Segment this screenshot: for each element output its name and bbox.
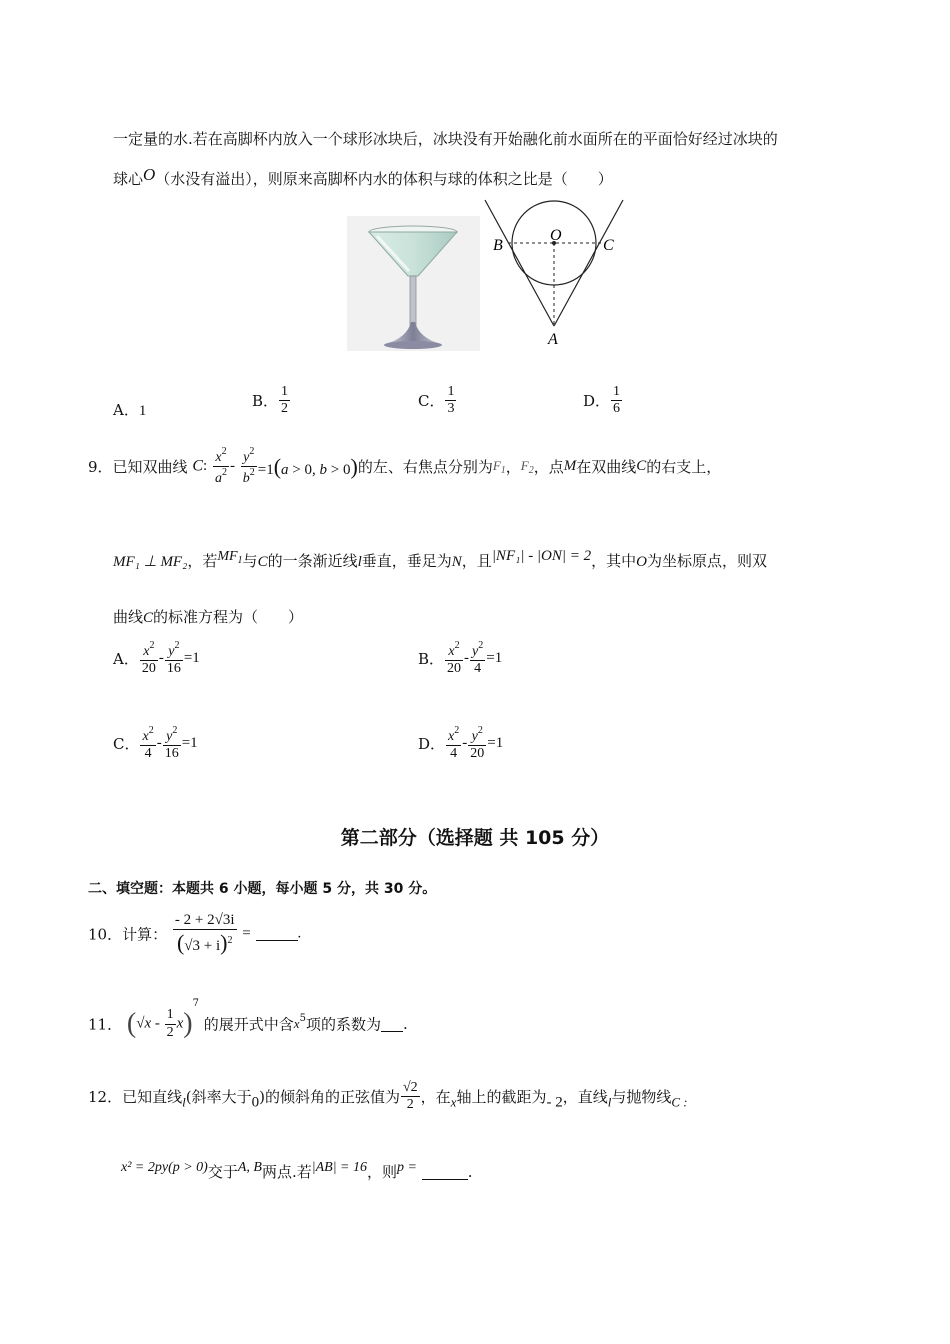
q12-line2: x² = 2py(p > 0)交于A, B两点.若|AB| = 16，则p = . xyxy=(121,1160,473,1181)
cone-sphere-diagram xyxy=(482,196,632,346)
q8-line2: 球心O（水没有溢出），则原来高脚杯内水的体积与球的体积之比是（ ） xyxy=(113,165,613,188)
center-symbol: O xyxy=(143,165,156,184)
q10-answer-blank[interactable] xyxy=(256,926,298,941)
q9-option-d[interactable]: D． $\frac{x^2}{4}$ - $\frac{y^2}{20}$ =1 xyxy=(418,725,504,762)
q9-option-c[interactable]: C． $\frac{x^2}{4}$ - $\frac{y^2}{16}$ =1 xyxy=(113,725,198,762)
q10-fraction: $\frac{- 2 + 2√3i}{(√3 + i)^2}$ xyxy=(174,912,235,956)
goblet-icon xyxy=(347,216,480,351)
part2-instructions: 二、填空题：本题共 6 小题，每小题 5 分，共 30 分。 xyxy=(88,881,437,897)
q9-line2: MF₁ ⊥ MF₂，若$MF_1$与C的一条渐近线l垂直，垂足为N，且|NF₁| - |ON| = 2，其中O为坐标原点，则双 xyxy=(113,548,768,570)
q11-answer-blank[interactable] xyxy=(381,1017,403,1032)
q12-answer-blank[interactable] xyxy=(422,1165,468,1180)
q8-line1: 一定量的水.若在高脚杯内放入一个球形冰块后，冰块没有开始融化前水面所在的平面恰好经过冰块的 xyxy=(113,130,778,148)
q11: 11． (√x - $\frac{1}{2}$ x)$^7$ 的展开式中含$x^5$项的系数为 . xyxy=(88,998,408,1040)
q9-line3: 曲线C的标准方程为（ ） xyxy=(113,608,304,626)
section-title: 第二部分（选择题 共 105 分） xyxy=(340,827,610,849)
q12-line1: 12．已知直线l(斜率大于0)的倾斜角的正弦值为 $\frac{√2}{2}$ ，在x轴上的截距为- 2，直线l与抛物线C : xyxy=(88,1080,688,1113)
q8-option-d[interactable]: D． $\frac{1}{6}$ xyxy=(583,384,621,417)
q8-option-b[interactable]: B． $\frac{1}{2}$ xyxy=(252,384,289,417)
q8-option-a[interactable]: A．1 xyxy=(113,401,147,419)
q9-line1: 9．已知双曲线 C: $\frac{x^2}{a^2}$ - $\frac{y^2}{b^2}$ =1(a > 0, b > 0)的左、右焦点分别为$F_1$，$F_2$，点M在双曲线C的右支上， xyxy=(88,446,722,487)
q8-option-c[interactable]: C． $\frac{1}{3}$ xyxy=(418,384,455,417)
q10: 10．计算： $\frac{- 2 + 2√3i}{(√3 + i)^2}$ = . xyxy=(88,912,302,956)
q9-option-b[interactable]: B． $\frac{x^2}{20}$ - $\frac{y^2}{4}$ =1 xyxy=(418,640,503,677)
label-o: O xyxy=(550,227,562,244)
goblet-image xyxy=(347,216,480,351)
label-c: C xyxy=(603,237,614,254)
label-b: B xyxy=(493,237,503,254)
label-a: A xyxy=(548,331,558,346)
q9-option-a[interactable]: A． $\frac{x^2}{20}$ - $\frac{y^2}{16}$ =1 xyxy=(113,640,200,677)
